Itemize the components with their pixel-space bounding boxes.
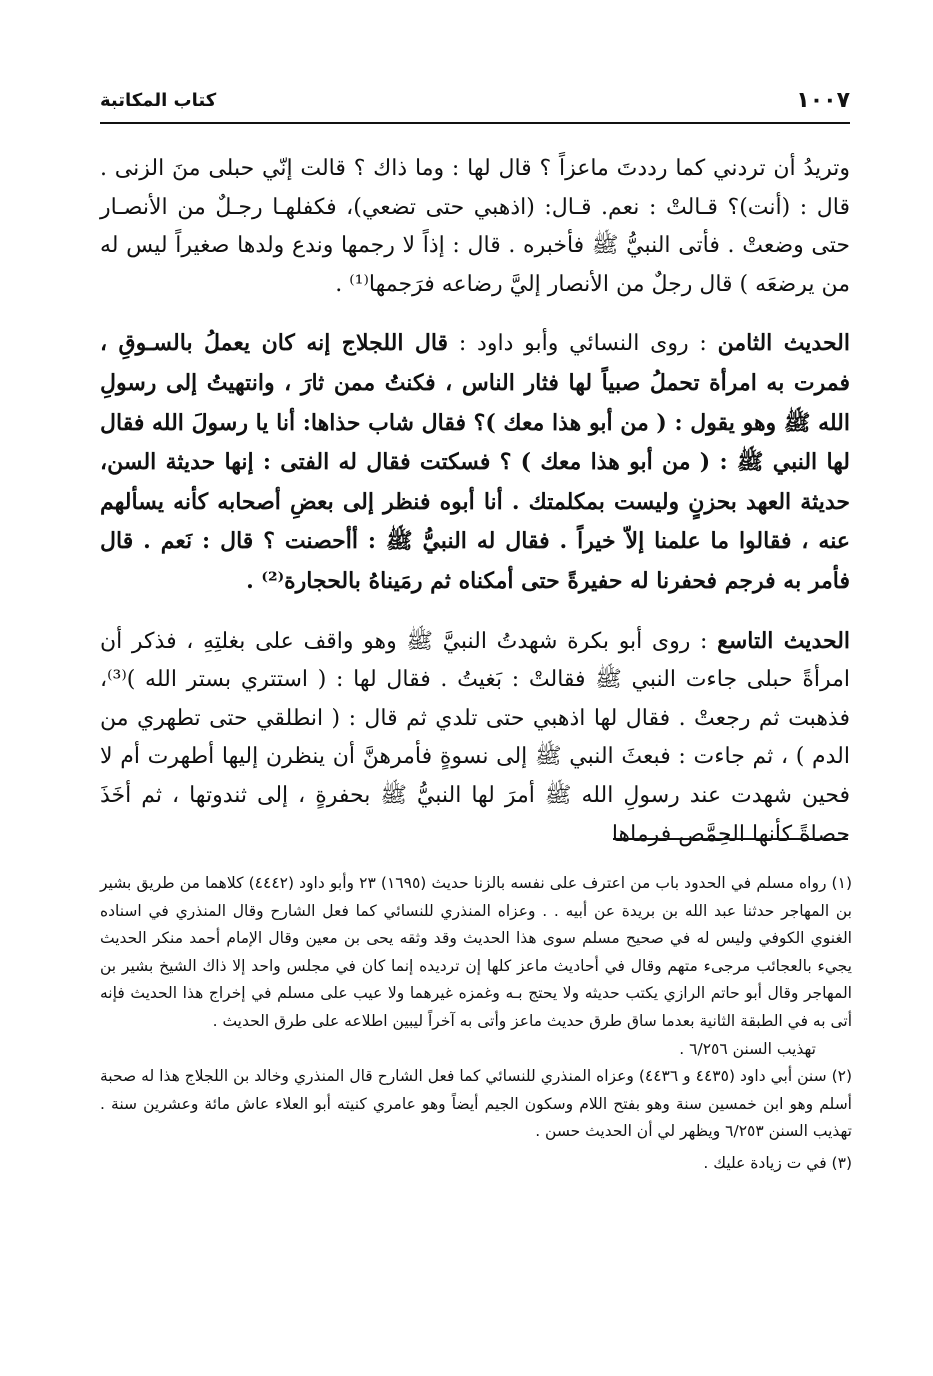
footnote-separator [613,838,848,840]
main-text [100,150,850,854]
book-title: كتاب المكاتبة [100,90,217,111]
paragraph-1: وتريدُ أن تردني كما رددتَ ماعزاً ؟ قال لها : وما ذاك ؟ قالت إنّي حبلى منَ الزنى . قال : (أنت)؟ قـالتْ : نعم. قـال: (اذهبي حتى تضعي)، فكفلهـا رجـلٌ من الأنصـار حتى وضعتْ . فأتى النبيُّ ﷺ فأخبره . قال : إذاً لا رجمها وندع ولدها صغيراً ليس له من يرضعَه ) قال رجلٌ من الأنصار إليَّ رضاعه فرَجمها⁽¹⁾ . [100,156,850,297]
page-header [100,88,850,124]
footnote-1-reference: تهذيب السنن ٦/٢٥٦ . [679,1039,816,1058]
paragraph-hadith-9 [100,622,850,855]
hadith-9-heading: الحديث التاسع [717,627,851,654]
paragraph-hadith-8 [100,324,850,601]
hadith-8-source: : روى النسائي وأبو داود : [448,331,718,357]
page-number: ١٠٠٧ [796,88,850,113]
footnote-2: (٢) سنن أبي داود (٤٤٣٥ و ٤٤٣٦) وعزاه المنذري للنسائي كما فعل الشارح قال المنذري وخالد بن اللجلاج هذا له صحبة أسلم وهو ابن خمسين سنة وهو بفتح اللام وسكون الجيم أيضاً وهو عامري كنيته أبو العلاء عاش مائة وعشرين سنة . تهذيب السنن ٦/٢٥٣ ويظهر لي أن الحديث حسن . [100,1067,853,1141]
hadith-9-text: : روى أبو بكرة شهدتُ النبيَّ ﷺ وهو واقف على بغلتِهِ ، فذكر أن امرأةً حبلى جاءت النبي ﷺ فقالتْ : بَغيتُ . فقال لها : ( استتري بستر الله )⁽³⁾، فذهبت ثم رجعتْ . فقال لها اذهبي حتى تلدي ثم قال : ( انطلقي حتى تطهري من الدم ) ، ثم جاءت : فبعثَ النبي ﷺ إلى نسوةٍ فأمرهنَّ أن ينظرن إليها أطهرت أم لا فحين شهدت عند رسولِ الله ﷺ أمرَ لها النبيُّ ﷺ بحفرةٍ ، إلى ثندوتها ، ثم أخَذَ حصاةً كأنها الحِمَّص فرماها [100,628,850,847]
footnote-3: (٣) في ت زيادة عليك . [703,1153,852,1172]
footnote-1: (١) رواه مسلم في الحدود باب من اعترف على نفسه بالزنا حديث (١٦٩٥) ٢٣ وأبو داود (٤٤٤٢) كلاهما من طريق بشير بن المهاجر حدثنا عبد الله بن بريدة عن أبيه . . وعزاه المنذري للنسائي كما فعل الشارح وقال المنذري في اسناده الغنوي الكوفي وليس له في صحيح مسلم سوى هذا الحديث وقد وثقه يحى بن معين وقال الإمام أحمد منكر الحديث يجيء بالعجائب مرجىء متهم وقال في أحاديث ماعز كلها إن ترديده إنما كان في مجلس واحد إلا ذاك الشيخ بشير بن المهاجر وقال أبو حاتم الرازي يكتب حديثه ولا يحتج بـه وغمزه غيرهما ولا عيب على مسلم في إخراج هذا الحديث فإنه أتى به في الطبقة الثانية بعدما ساق طرق حديث ماعز وأتى به آخراً ليبين اطلاعه على طرق الحديث . [100,874,852,1030]
hadith-8-heading: الحديث الثامن [717,330,850,357]
hadith-8-text: قال اللجلاج إنه كان يعملُ بالسـوقِ ، فمرت به امرأة تحملُ صبياً لها فثار الناس ، فكنتُ ممن ثارَ ، وانتهيتُ إلى رسولِ الله ﷺ وهو يقول : ( من أبو هذا معك )؟ فقال شاب حذاها: أنا يا رسولَ الله فقال لها النبي ﷺ : ( من أبو هذا معك ) ؟ فسكتت فقال له الفتى : إنها حديثة السن، حديثة العهد بحزنٍ وليست بمكلمتك . أنا أبوه فنظر إلى بعضِ أصحابه كأنه يسألهم عنه ، فقالوا ما علمنا إلاّ خيراً . فقال له النبيُّ ﷺ : أأحصنت ؟ قال : نَعم . قال فأمر به فرجم فحفرنا له حفيرةً حتى أمكناه ثم رمَيناهُ بالحجارة⁽²⁾ . [100,330,850,594]
footnotes [100,870,852,1178]
